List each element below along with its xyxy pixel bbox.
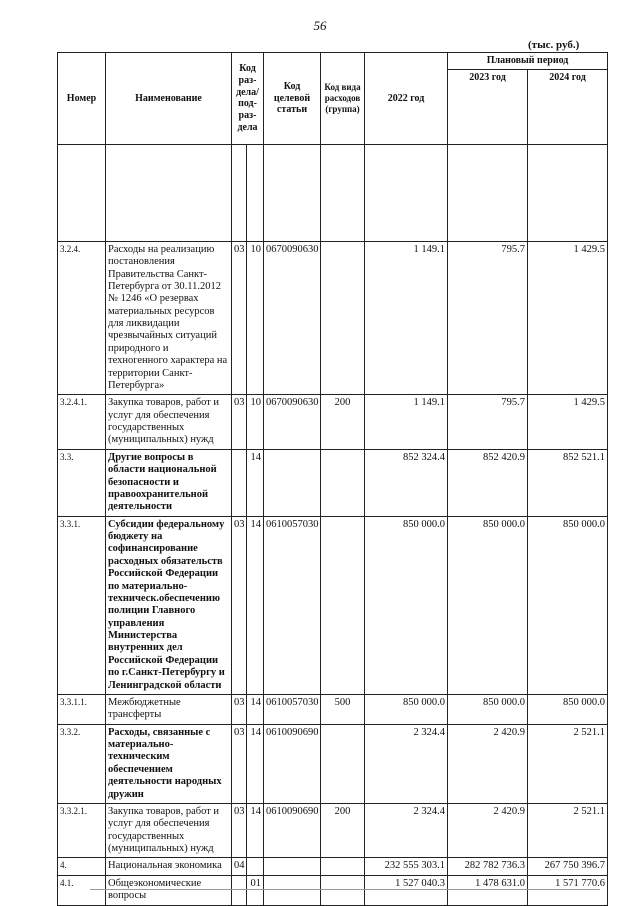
header-year-2024: 2024 год xyxy=(528,69,608,144)
page-bottom-rule xyxy=(90,889,600,890)
row-amount-2024: 1 429.5 xyxy=(528,241,608,395)
table-row xyxy=(58,694,608,724)
row-podrazdel: 10 xyxy=(247,395,264,450)
header-csr: Код целевой статьи xyxy=(264,53,321,145)
row-podrazdel: 10 xyxy=(247,241,264,395)
row-name: Национальная экономика xyxy=(106,858,232,875)
header-plan-period: Плановый период xyxy=(448,53,608,70)
header-number: Номер xyxy=(58,53,106,145)
row-amount-2024: 1 571 770.6 xyxy=(528,875,608,905)
row-podrazdel: 14 xyxy=(247,694,264,724)
table-row xyxy=(58,516,608,694)
row-amount-2023: 795.7 xyxy=(448,395,528,450)
row-amount-2022: 1 527 040.3 xyxy=(365,875,448,905)
row-amount-2022: 1 149.1 xyxy=(365,241,448,395)
row-amount-2024: 850 000.0 xyxy=(528,516,608,694)
row-vr: 200 xyxy=(321,395,365,450)
row-name: Расходы, связанные с материально-техническим обеспечением деятельности народных дружин xyxy=(106,724,232,803)
page-number: 56 xyxy=(313,18,327,33)
row-name: Другие вопросы в области национальной безопасности и правоохранительной деятельности xyxy=(106,449,232,516)
table-row xyxy=(58,858,608,875)
row-vr xyxy=(321,858,365,875)
row-vr xyxy=(321,875,365,905)
row-podrazdel: 14 xyxy=(247,803,264,858)
header-razdel: Код раз-дела/ под-раз-дела xyxy=(232,53,264,145)
row-number: 3.3.2. xyxy=(58,724,106,803)
table-row xyxy=(58,449,608,516)
row-csr: 0610090690 xyxy=(264,724,321,803)
row-name: Общеэкономические вопросы xyxy=(106,875,232,905)
table-row xyxy=(58,875,608,905)
row-razdel: 04 xyxy=(232,858,247,875)
row-csr: 0610057030 xyxy=(264,694,321,724)
row-podrazdel: 14 xyxy=(247,449,264,516)
row-vr: 200 xyxy=(321,803,365,858)
row-vr xyxy=(321,724,365,803)
row-name: Закупка товаров, работ и услуг для обеспечения государственных (муниципальных) нужд xyxy=(106,395,232,450)
row-number: 3.3.2.1. xyxy=(58,803,106,858)
row-amount-2023: 852 420.9 xyxy=(448,449,528,516)
row-csr xyxy=(264,449,321,516)
row-amount-2022: 1 149.1 xyxy=(365,395,448,450)
row-amount-2022: 232 555 303.1 xyxy=(365,858,448,875)
row-name: Субсидии федеральному бюджету на софинансирование расходных обязательств Российской Федерации по материально-техническ.обеспечению полиции Главного управления Министерства внутренних дел Российской Федерации по г.Санкт-Петербургу и Ленинградской области xyxy=(106,516,232,694)
row-name: Межбюджетные трансферты xyxy=(106,694,232,724)
row-vr: 500 xyxy=(321,694,365,724)
row-podrazdel: 14 xyxy=(247,516,264,694)
row-amount-2022: 850 000.0 xyxy=(365,516,448,694)
row-amount-2023: 795.7 xyxy=(448,241,528,395)
table-row xyxy=(58,395,608,450)
row-amount-2023: 850 000.0 xyxy=(448,694,528,724)
row-razdel: 03 xyxy=(232,694,247,724)
row-razdel xyxy=(232,449,247,516)
header-vr: Код вида расходов (группа) xyxy=(321,53,365,145)
row-amount-2022: 850 000.0 xyxy=(365,694,448,724)
row-amount-2024: 2 521.1 xyxy=(528,803,608,858)
row-csr xyxy=(264,858,321,875)
table-row xyxy=(58,724,608,803)
row-amount-2023: 2 420.9 xyxy=(448,724,528,803)
row-amount-2022: 852 324.4 xyxy=(365,449,448,516)
row-amount-2022: 2 324.4 xyxy=(365,803,448,858)
row-number: 4.1. xyxy=(58,875,106,905)
row-podrazdel: 01 xyxy=(247,875,264,905)
row-amount-2024: 1 429.5 xyxy=(528,395,608,450)
row-podrazdel: 14 xyxy=(247,724,264,803)
row-csr: 0670090630 xyxy=(264,241,321,395)
row-razdel: 03 xyxy=(232,724,247,803)
row-number: 3.3.1. xyxy=(58,516,106,694)
row-amount-2023: 1 478 631.0 xyxy=(448,875,528,905)
row-number: 4. xyxy=(58,858,106,875)
row-razdel xyxy=(232,875,247,905)
header-year-2022: 2022 год xyxy=(365,53,448,145)
row-amount-2023: 2 420.9 xyxy=(448,803,528,858)
row-amount-2023: 850 000.0 xyxy=(448,516,528,694)
row-csr xyxy=(264,875,321,905)
row-csr: 0610057030 xyxy=(264,516,321,694)
row-name: Закупка товаров, работ и услуг для обеспечения государственных (муниципальных) нужд xyxy=(106,803,232,858)
header-year-2023: 2023 год xyxy=(448,69,528,144)
row-vr xyxy=(321,516,365,694)
row-number: 3.2.4. xyxy=(58,241,106,395)
header-name: Наименование xyxy=(106,53,232,145)
table-row xyxy=(58,241,608,395)
row-number: 3.3. xyxy=(58,449,106,516)
row-amount-2024: 267 750 396.7 xyxy=(528,858,608,875)
row-number: 3.2.4.1. xyxy=(58,395,106,450)
table-row xyxy=(58,803,608,858)
row-name: Расходы на реализацию постановления Правительства Санкт-Петербурга от 30.11.2012 № 1246 «О резервах материальных ресурсов для ликвидации чрезвычайных ситуаций природного и техногенного характера на территории Санкт-Петербурга» xyxy=(106,241,232,395)
row-csr: 0670090630 xyxy=(264,395,321,450)
row-razdel: 03 xyxy=(232,395,247,450)
row-razdel: 03 xyxy=(232,516,247,694)
budget-table xyxy=(57,52,608,906)
row-amount-2023: 282 782 736.3 xyxy=(448,858,528,875)
units-label: (тыс. руб.) xyxy=(528,39,580,51)
row-razdel: 03 xyxy=(232,241,247,395)
row-number: 3.3.1.1. xyxy=(58,694,106,724)
row-podrazdel xyxy=(247,858,264,875)
row-vr xyxy=(321,449,365,516)
row-csr: 0610090690 xyxy=(264,803,321,858)
blank-row xyxy=(58,144,608,241)
row-amount-2024: 2 521.1 xyxy=(528,724,608,803)
row-vr xyxy=(321,241,365,395)
row-razdel: 03 xyxy=(232,803,247,858)
row-amount-2024: 850 000.0 xyxy=(528,694,608,724)
row-amount-2022: 2 324.4 xyxy=(365,724,448,803)
row-amount-2024: 852 521.1 xyxy=(528,449,608,516)
